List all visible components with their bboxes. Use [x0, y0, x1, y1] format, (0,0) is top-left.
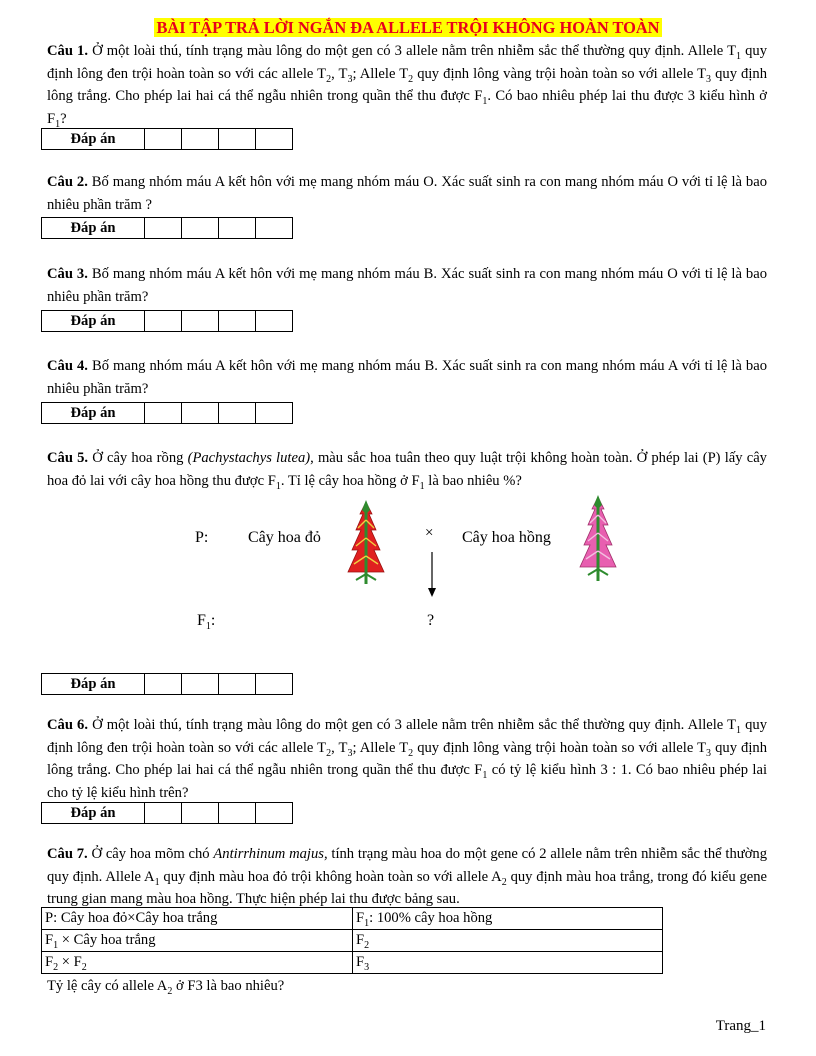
answer-cell[interactable] — [145, 129, 182, 150]
answer-cell[interactable] — [182, 218, 219, 239]
cross-figure — [0, 495, 816, 640]
answer-label: Đáp án — [42, 218, 145, 239]
answer-cell[interactable] — [256, 218, 293, 239]
answer-cell[interactable] — [182, 311, 219, 332]
answer-box-3 — [41, 310, 293, 332]
answer-cell[interactable] — [256, 129, 293, 150]
answer-cell[interactable] — [145, 311, 182, 332]
question-7-footer: Tỷ lệ cây có allele $A_2$ ở F3 là bao nhiêu? — [47, 978, 285, 997]
answer-box-5 — [41, 673, 293, 695]
answer-cell[interactable] — [182, 674, 219, 695]
answer-cell[interactable] — [182, 803, 219, 824]
answer-label: Đáp án — [42, 674, 145, 695]
red-flower-label: Cây hoa đỏ — [248, 529, 321, 546]
answer-cell[interactable] — [182, 403, 219, 424]
answer-cell[interactable] — [145, 403, 182, 424]
red-flower-icon — [346, 500, 386, 585]
answer-cell[interactable] — [256, 311, 293, 332]
question-1: Câu 1. Ở một loài thú, tính trạng màu lông do một gen có 3 allele nằm trên nhiễm sắc thể thường quy định. Allele $T_1$ quy định lông đen trội hoàn toàn so với các allele $T_2$, $T_3$; Allele $T_2$ quy định lông vàng trội hoàn toàn so với allele $T_3$ quy định lông trắng. Cho phép lai hai cá thể ngẫu nhiên trong quần thể thu được $F_1$. Có bao nhiêu phép lai thu được 3 kiểu hình ở $F_1$? — [47, 43, 768, 130]
f1-question: ? — [427, 612, 435, 629]
question-4: Câu 4. Bố mang nhóm máu A kết hôn với mẹ mang nhóm máu B. Xác suất sinh ra con mang nhóm máu A với tỉ lệ là bao nhiêu phần trăm? — [47, 358, 768, 397]
question-7: Câu 7. Ở cây hoa mõm chó Antirrhinum majus, tính trạng màu hoa do một gene có 2 allele nằm trên nhiễm sắc thể thường quy định. Allele $A_1$ quy định màu hoa đỏ trội không hoàn toàn so với allele $A_2$ quy định màu hoa trắng, trong đó kiểu gene trung gian mang màu hoa hồng. Thực hiện phép lai thu được bảng sau. — [47, 846, 768, 907]
answer-cell[interactable] — [219, 311, 256, 332]
f1-label: $F_1$: — [197, 612, 216, 633]
answer-cell[interactable] — [145, 218, 182, 239]
answer-cell[interactable] — [256, 803, 293, 824]
table-cell: $F_1$: 100% cây hoa hồng — [353, 908, 663, 930]
answer-cell[interactable] — [182, 129, 219, 150]
answer-cell[interactable] — [145, 674, 182, 695]
answer-label: Đáp án — [42, 129, 145, 150]
pink-flower-label: Cây hoa hồng — [462, 529, 551, 546]
answer-cell[interactable] — [219, 129, 256, 150]
answer-label: Đáp án — [42, 403, 145, 424]
table-row — [42, 908, 663, 930]
table-cell: $F_3$ — [353, 952, 663, 974]
answer-box-2 — [41, 217, 293, 239]
answer-box-4 — [41, 402, 293, 424]
answer-cell[interactable] — [145, 803, 182, 824]
page-title: BÀI TẬP TRẢ LỜI NGẮN ĐA ALLELE TRỘI KHÔNG HOÀN TOÀN — [156, 18, 660, 37]
table-cell: P: Cây hoa đỏ×Cây hoa trắng — [42, 908, 353, 930]
down-arrow-icon — [426, 552, 438, 598]
answer-box-6 — [41, 802, 293, 824]
answer-cell[interactable] — [219, 403, 256, 424]
answer-cell[interactable] — [219, 674, 256, 695]
answer-cell[interactable] — [219, 218, 256, 239]
table-row — [42, 930, 663, 952]
cross-results-table — [41, 907, 663, 974]
question-3: Câu 3. Bố mang nhóm máu A kết hôn với mẹ mang nhóm máu B. Xác suất sinh ra con mang nhóm máu O với tỉ lệ là bao nhiêu phần trăm? — [47, 266, 767, 305]
answer-cell[interactable] — [219, 803, 256, 824]
answer-label: Đáp án — [42, 311, 145, 332]
p-label: P: — [195, 529, 209, 546]
answer-box-1 — [41, 128, 293, 150]
cross-symbol: × — [425, 525, 434, 541]
answer-cell[interactable] — [256, 674, 293, 695]
question-6: Câu 6. Ở một loài thú, tính trạng màu lông do một gen có 3 allele nằm trên nhiễm sắc thể thường quy định. Allele $T_1$ quy định lông đen trội hoàn toàn so với các allele $T_2$, $T_3$; Allele $T_2$ quy định lông vàng trội hoàn toàn so với allele $T_3$ quy định lông trắng. Cho phép lai hai cá thể ngẫu nhiên trong quần thể thu được $F_1$ có tỷ lệ kiểu hình 3 : 1. Có bao nhiêu phép lai cho tỷ lệ kiểu hình trên? — [47, 717, 768, 801]
table-cell: $F_1$ × Cây hoa trắng — [42, 930, 353, 952]
table-cell: $F_2 \times F_2$ — [42, 952, 353, 974]
answer-cell[interactable] — [256, 403, 293, 424]
pink-flower-icon — [578, 495, 618, 583]
page-number: Trang_1 — [715, 1018, 766, 1034]
question-5: Câu 5. Ở cây hoa rồng (Pachystachys lutea), màu sắc hoa tuân theo quy luật trội không hoàn toàn. Ở phép lai (P) lấy cây hoa đỏ lai với cây hoa hồng thu được $F_1$. Tỉ lệ cây hoa hồng ở $F_1$ là bao nhiêu %? — [47, 450, 767, 492]
table-row — [42, 952, 663, 974]
answer-label: Đáp án — [42, 803, 145, 824]
question-2: Câu 2. Bố mang nhóm máu A kết hôn với mẹ mang nhóm máu O. Xác suất sinh ra con mang nhóm máu O với tỉ lệ là bao nhiêu phần trăm ? — [47, 174, 768, 213]
table-cell: $F_2$ — [353, 930, 663, 952]
